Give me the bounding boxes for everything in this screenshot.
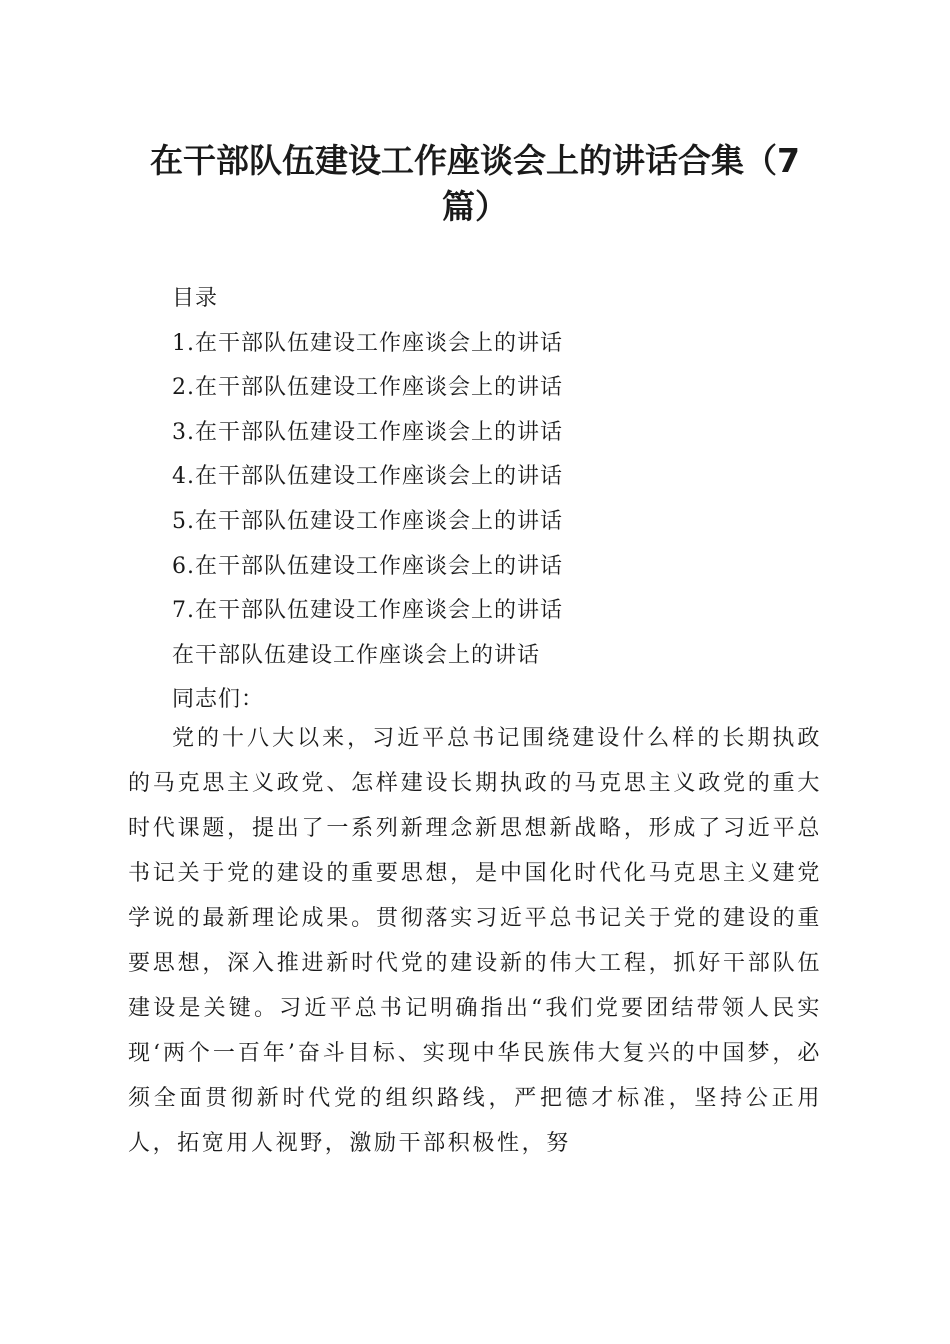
toc-item: 2.在干部队伍建设工作座谈会上的讲话 <box>172 375 563 401</box>
document-title <box>125 138 825 230</box>
toc-item: 5.在干部队伍建设工作座谈会上的讲话 <box>172 508 563 534</box>
title-line-2: 篇） <box>442 187 508 226</box>
body-paragraph: 党的十八大以来，习近平总书记围绕建设什么样的长期执政的马克思主义政党、怎样建设长期执政的马克思主义政党的重大时代课题，提出了一系列新理念新思想新战略，形成了习近平总书记关于党的建设的重要思想，是中国化时代化马克思主义建党学说的最新理论成果。贯彻落实习近平总书记关于党的建设的重要思想，深入推进新时代党的建设新的伟大工程，抓好干部队伍建设是关键。习近平总书记明确指出“我们党要团结带领人民实现‘两个一百年’奋斗目标、实现中华民族伟大复兴的中国梦，必须全面贯彻新时代党的组织路线，严把德才标准，坚持公正用人，拓宽用人视野，激励干部积极性，努 <box>128 726 822 1156</box>
salutation: 同志们： <box>172 687 265 713</box>
toc-item: 3.在干部队伍建设工作座谈会上的讲话 <box>172 419 563 445</box>
toc-item: 1.在干部队伍建设工作座谈会上的讲话 <box>172 330 563 356</box>
speech-title: 在干部队伍建设工作座谈会上的讲话 <box>172 642 541 668</box>
toc-item: 6.在干部队伍建设工作座谈会上的讲话 <box>172 553 563 579</box>
toc-heading: 目录 <box>172 286 219 311</box>
table-of-contents <box>172 277 832 723</box>
toc-item: 4.在干部队伍建设工作座谈会上的讲话 <box>172 464 563 490</box>
title-line-1: 在干部队伍建设工作座谈会上的讲话合集（7 <box>150 141 800 180</box>
toc-item: 7.在干部队伍建设工作座谈会上的讲话 <box>172 598 563 624</box>
